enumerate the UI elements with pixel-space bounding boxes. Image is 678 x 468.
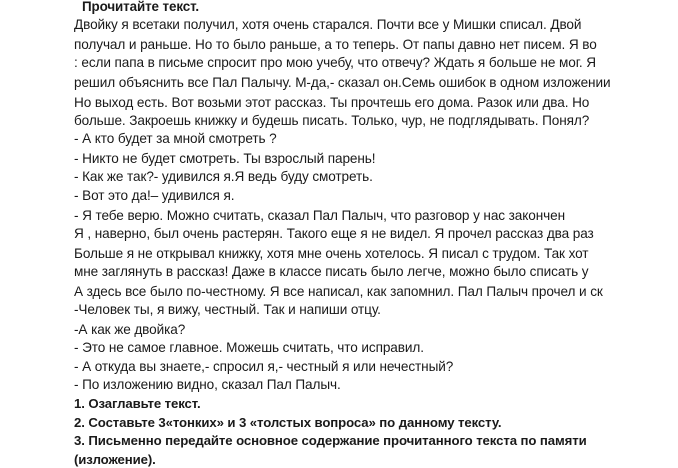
text-line-2: получал и раньше. Но то было раньше, а то теперь. От папы давно нет писем. Я во (74, 37, 597, 52)
text-line-13: Больше я не открывал книжку, хотя мне очень хотелось. Я писал с трудом. Так хот (74, 246, 589, 261)
text-line-1: Двойку я всетаки получил, хотя очень старался. Почти все у Мишки списал. Двой (74, 17, 582, 32)
text-line-3: : если папа в письме спросит про мою учебу, что отвечу? Ждать я больше не мог. Я (74, 55, 596, 70)
text-line-17: -А как же двойка? (74, 322, 186, 337)
text-line-9: - Как же так?- удивился я.Я ведь буду смотреть. (74, 169, 373, 184)
task-3: 3. Письменно передайте основное содержание прочитанного текста по памяти (74, 433, 587, 448)
text-line-10: - Вот это да!– удивился я. (74, 188, 235, 203)
text-line-8: - Никто не будет смотреть. Ты взрослый парень! (74, 151, 376, 166)
text-line-5: Но выход есть. Вот возьми этот рассказ. Ты прочтешь его дома. Разок или два. Но (74, 95, 590, 110)
task-1: 1. Озаглавьте текст. (74, 396, 201, 411)
document-title: Прочитайте текст. (82, 0, 199, 14)
task-2: 2. Составьте 3«тонких» и 3 «толстых вопроса» по данному тексту. (74, 415, 502, 430)
text-line-7: - А кто будет за мной смотреть ? (74, 131, 277, 146)
text-line-19: - А откуда вы знаете,- спросил я,- честный я или нечестный? (74, 359, 454, 374)
text-line-6: больше. Закроешь книжку и будешь писать. Только, чур, не подглядывать. Понял? (74, 113, 590, 128)
text-line-4: решил объяснить все Пал Палычу. М-да,- сказал он.Семь ошибок в одном изложении (74, 75, 611, 90)
text-line-15: А здесь все было по-честному. Я все написал, как запомнил. Пал Палыч прочел и ск (74, 284, 603, 299)
text-line-16: -Человек ты, я вижу, честный. Так и напиши отцу. (74, 302, 381, 317)
text-line-20: - По изложению видно, сказал Пал Палыч. (74, 377, 341, 392)
text-line-18: - Это не самое главное. Можешь считать, что исправил. (74, 340, 424, 355)
text-line-14: мне заглянуть в рассказ! Даже в классе писать было легче, можно было списать у (74, 264, 589, 279)
task-3-continuation: (изложение). (74, 452, 156, 467)
text-line-11: - Я тебе верю. Можно считать, сказал Пал Палыч, что разговор у нас закончен (74, 208, 565, 223)
text-line-12: Я , наверно, был очень растерян. Такого еще я не видел. Я прочел рассказ два раз (74, 226, 594, 241)
